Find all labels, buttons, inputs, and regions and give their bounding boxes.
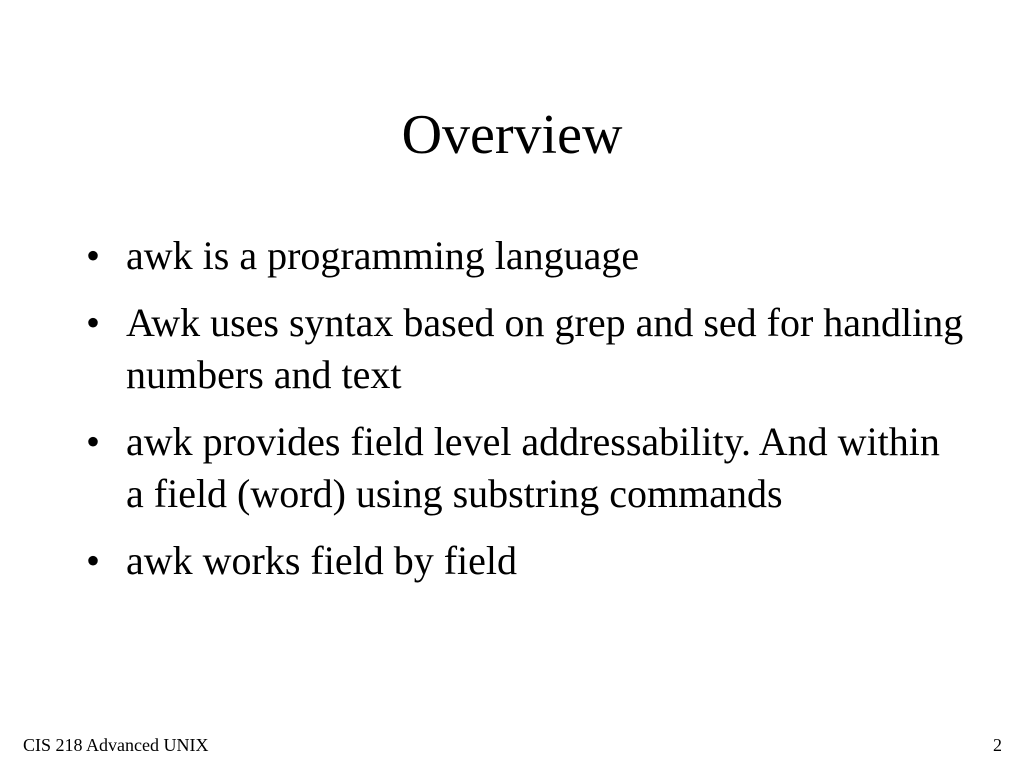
bullet-marker: • (86, 538, 101, 583)
bullet-marker: • (86, 419, 101, 464)
bullet-list (86, 230, 966, 602)
footer-course-label: CIS 218 Advanced UNIX (23, 735, 209, 755)
bullet-marker: • (86, 300, 101, 345)
bullet-text: awk works field by field (126, 538, 518, 583)
bullet-item (86, 535, 966, 587)
bullet-item (86, 230, 966, 282)
bullet-marker: • (86, 233, 101, 278)
slide-title: Overview (401, 104, 623, 166)
bullet-text: awk provides field level addressability. And within a field (word) using substring commands (126, 419, 940, 516)
bullet-text: Awk uses syntax based on grep and sed for handling numbers and text (126, 300, 964, 397)
bullet-item (86, 416, 966, 520)
bullet-item (86, 297, 966, 401)
footer-page-number: 2 (993, 735, 1002, 755)
bullet-text: awk is a programming language (126, 233, 640, 278)
